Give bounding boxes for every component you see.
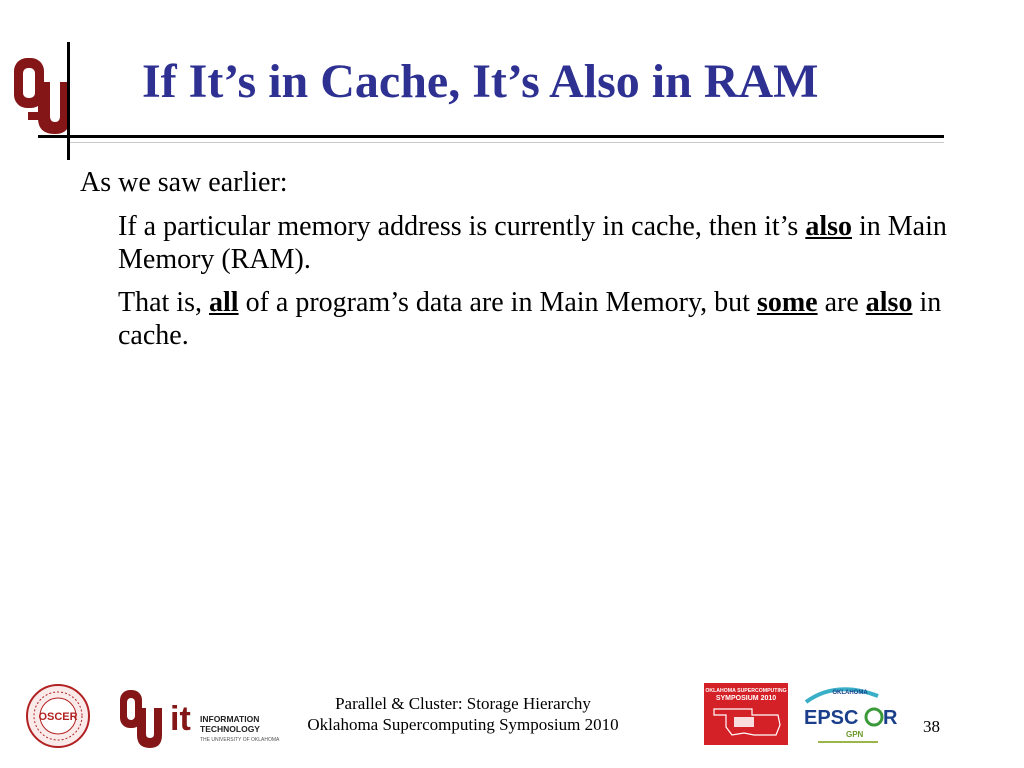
slide-title: If It’s in Cache, It’s Also in RAM — [142, 55, 819, 108]
footer-caption — [278, 693, 648, 736]
bullet-text: in Main Memory (RAM). — [118, 210, 947, 276]
epscor-logo-icon — [800, 680, 900, 748]
bullet-text: If a particular memory address is currently in cache, then it’s — [118, 210, 806, 242]
svg-text:OKLAHOMA SUPERCOMPUTING: OKLAHOMA SUPERCOMPUTING — [705, 688, 787, 694]
svg-text:OKLAHOMA: OKLAHOMA — [832, 690, 868, 696]
bullet-text: in cache. — [118, 286, 942, 352]
symposium-2010-logo-icon — [704, 683, 788, 745]
svg-text:it: it — [170, 700, 191, 738]
title-horizontal-rule — [38, 135, 944, 138]
svg-text:EPSC: EPSC — [804, 707, 859, 729]
svg-text:OSCER: OSCER — [38, 711, 78, 723]
bullet-level2-data — [80, 286, 960, 353]
ou-footer-logo-icon — [120, 690, 162, 748]
bullet-text: are — [817, 286, 866, 318]
title-gray-rule — [70, 142, 944, 143]
svg-text:INFORMATION: INFORMATION — [200, 714, 260, 724]
ou-logo-icon — [11, 52, 71, 136]
svg-text:R: R — [883, 707, 898, 729]
bullet-text: That is, — [118, 286, 209, 318]
footer-line-1: Parallel & Cluster: Storage Hierarchy — [335, 694, 591, 713]
emphasis-some: some — [756, 286, 818, 318]
footer-logos — [25, 682, 285, 752]
bullet-level1: As we saw earlier: — [80, 167, 288, 198]
ou-it-logo-icon — [170, 700, 280, 743]
emphasis-all: all — [209, 286, 239, 318]
slide-body — [80, 166, 960, 362]
bullet-level2-cache — [80, 210, 960, 277]
svg-text:SYMPOSIUM 2010: SYMPOSIUM 2010 — [715, 695, 777, 702]
svg-text:TECHNOLOGY: TECHNOLOGY — [200, 724, 260, 734]
emphasis-also: also — [805, 210, 852, 242]
svg-text:GPN: GPN — [846, 730, 864, 739]
bullet-text: of a program’s data are in Main Memory, but — [238, 286, 757, 318]
footer-line-2: Oklahoma Supercomputing Symposium 2010 — [307, 715, 619, 735]
svg-text:THE UNIVERSITY OF OKLAHOMA: THE UNIVERSITY OF OKLAHOMA — [200, 737, 280, 743]
page-number: 38 — [923, 717, 940, 736]
oscer-seal-icon — [27, 685, 89, 747]
emphasis-also: also — [865, 286, 913, 318]
